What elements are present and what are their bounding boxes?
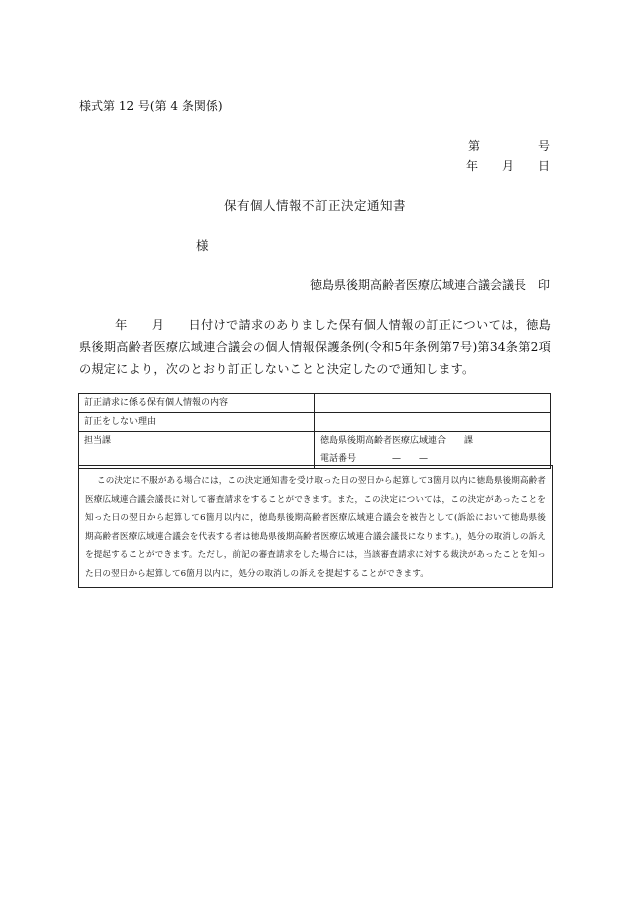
- body-month: 月: [151, 318, 165, 332]
- table-row: [79, 394, 551, 413]
- table-row: [79, 432, 551, 469]
- phone-number: 電話番号 — —: [320, 454, 429, 464]
- table-label: 担当課: [79, 432, 315, 469]
- document-number-prefix: 第: [467, 139, 480, 153]
- appeal-notice: [78, 465, 553, 588]
- info-table: [78, 393, 551, 469]
- document-title: 保有個人情報不訂正決定通知書: [223, 198, 406, 213]
- table-label: 訂正請求に係る保有個人情報の内容: [79, 394, 315, 413]
- table-row: [79, 413, 551, 432]
- document-number-suffix: 号: [537, 139, 550, 153]
- document-number: [468, 137, 550, 154]
- body-text: 日付けで請求のありました保有個人情報の訂正については，徳島県後期高齢者医療広域連合議会の個人情報保護条例(令和5年条例第7号)第34条第2項の規定により，次のとおり訂正しないことと決定したので通知します。: [79, 318, 552, 376]
- body-paragraph: [79, 314, 551, 380]
- addressee: 様: [196, 238, 209, 253]
- issue-date: [466, 157, 550, 174]
- table-value: [315, 432, 551, 469]
- table-label: 訂正をしない理由: [79, 413, 315, 432]
- appeal-notice-text: この決定に不服がある場合には，この決定通知書を受け取った日の翌日から起算して3箇月以内に徳島県後期高齢者医療広域連合議会議長に対して審査請求をすることができます。また，この決定については，この決定があったことを知った日の翌日から起算して6箇月以内に，徳島県後期高齢者医療広域連合議会を被告として(訴訟において徳島県後期高齢者医療広域連合議会を代表する者は徳島県後期高齢者医療広域連合議会議長になります。)，処分の取消しの訴えを提起することができます。ただし，前記の審査請求をした場合には，当該審査請求に対する裁決があったことを知った日の翌日から起算して6箇月以内に，処分の取消しの訴えを提起することができます。: [85, 476, 546, 579]
- form-number: 様式第 12 号(第 4 条関係): [79, 99, 223, 113]
- date-day: 日: [537, 159, 550, 173]
- date-month: 月: [501, 159, 514, 173]
- body-year: 年: [115, 318, 128, 332]
- table-value: [315, 394, 551, 413]
- date-year: 年: [465, 159, 478, 173]
- table-value: [315, 413, 551, 432]
- department-name: 徳島県後期高齢者医療広域連合 課: [320, 436, 474, 446]
- issuer: 徳島県後期高齢者医療広域連合議会議長 印: [309, 278, 550, 292]
